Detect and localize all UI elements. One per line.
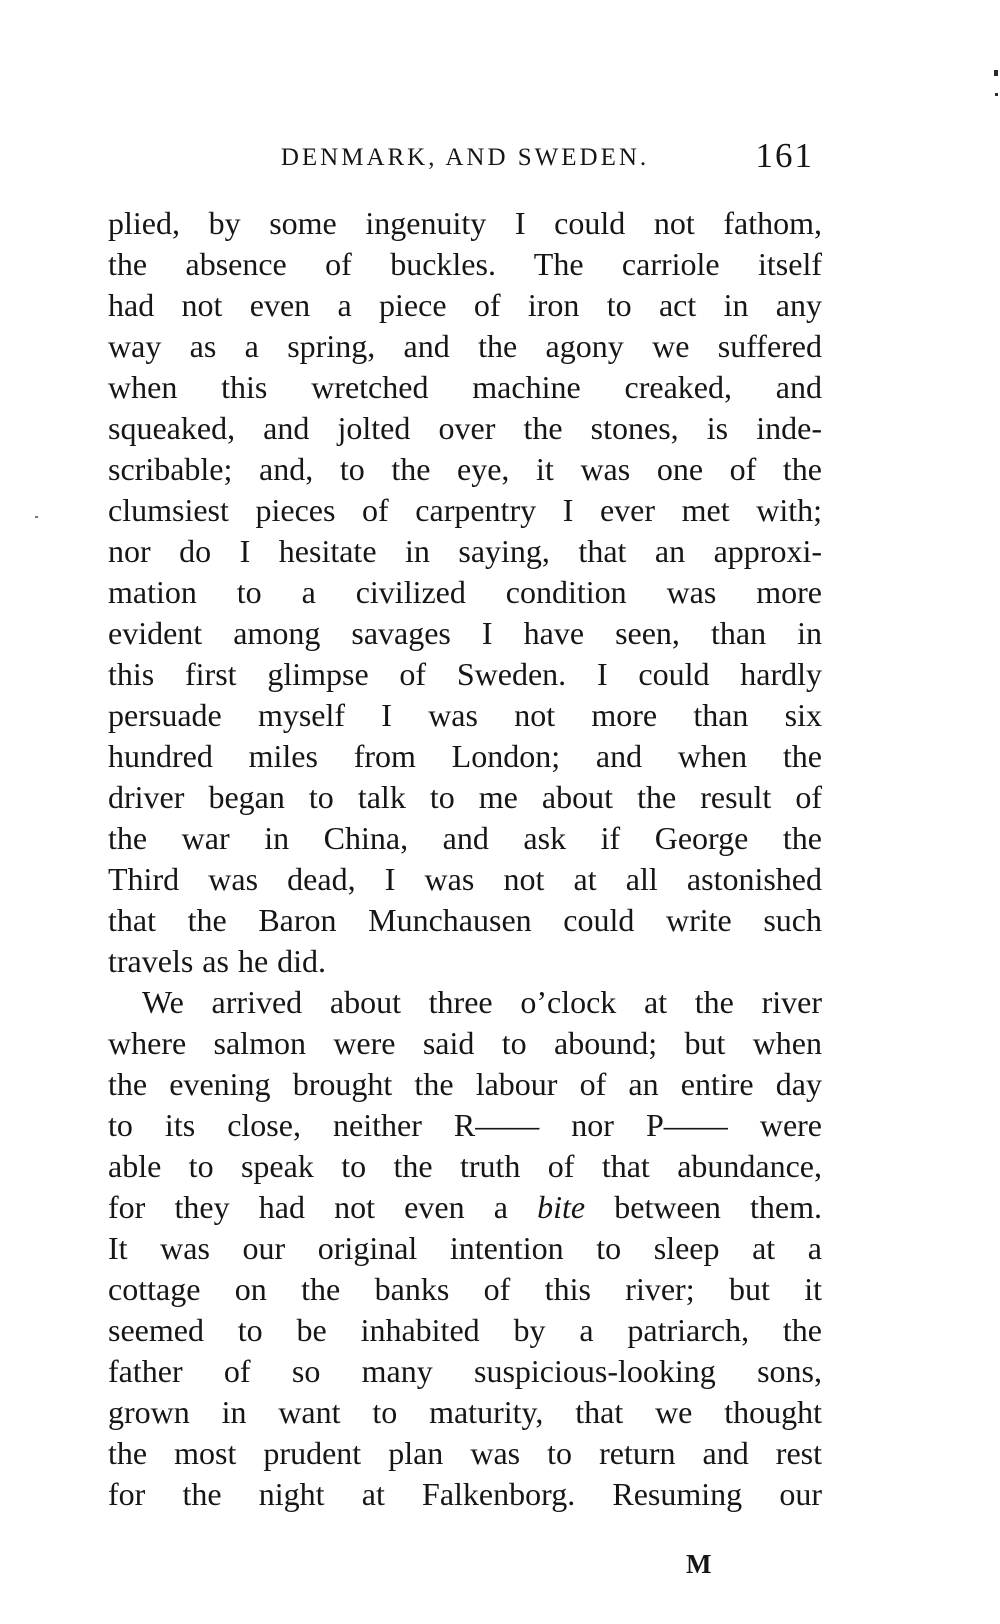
italic-word: bite [537, 1189, 586, 1225]
running-title: DENMARK, AND SWEDEN. [280, 144, 650, 171]
text-line: for the night at Falkenborg. Resuming our [108, 1476, 822, 1512]
text-line: persuade myself I was not more than six [108, 697, 822, 733]
scan-speck [35, 516, 38, 518]
text-line: scribable; and, to the eye, it was one of the [108, 451, 822, 487]
text-line: had not even a piece of iron to act in any [108, 287, 822, 323]
text-line: where salmon were said to abound; but when [108, 1025, 822, 1061]
text-segment: between them. [585, 1189, 822, 1225]
body-text [108, 203, 822, 1515]
signature-mark: M [686, 1549, 713, 1579]
text-line: able to speak to the truth of that abundance, [108, 1148, 822, 1184]
text-line: nor do I hesitate in saying, that an approxi- [108, 533, 822, 569]
text-line: mation to a civilized condition was more [108, 574, 822, 610]
text-line: this first glimpse of Sweden. I could hardly [108, 656, 822, 692]
text-line: when this wretched machine creaked, and [108, 369, 822, 405]
text-line: father of so many suspicious-looking sons, [108, 1353, 822, 1389]
text-line: the most prudent plan was to return and rest [108, 1435, 822, 1471]
text-line: grown in want to maturity, that we thought [108, 1394, 822, 1430]
text-line: way as a spring, and the agony we suffered [108, 328, 822, 364]
text-line [108, 1187, 822, 1228]
text-line: plied, by some ingenuity I could not fathom, [108, 205, 822, 241]
paragraph-2 [108, 982, 822, 1515]
text-line: Third was dead, I was not at all astonished [108, 861, 822, 897]
text-line: squeaked, and jolted over the stones, is inde- [108, 410, 822, 446]
page-header [108, 136, 822, 174]
text-line: We arrived about three o’clock at the river [142, 984, 822, 1020]
text-line: the evening brought the labour of an entire day [108, 1066, 822, 1102]
text-line: hundred miles from London; and when the [108, 738, 822, 774]
text-line: evident among savages I have seen, than in [108, 615, 822, 651]
text-line: clumsiest pieces of carpentry I ever met with; [108, 492, 822, 528]
page-number: 161 [755, 136, 814, 175]
text-line: the absence of buckles. The carriole itself [108, 246, 822, 282]
text-line: seemed to be inhabited by a patriarch, the [108, 1312, 822, 1348]
text-line: cottage on the banks of this river; but it [108, 1271, 822, 1307]
paragraph-1 [108, 203, 822, 982]
text-segment: for they had not even a [108, 1189, 538, 1225]
text-line: the war in China, and ask if George the [108, 820, 822, 856]
text-line: to its close, neither R—— nor P—— were [108, 1107, 822, 1143]
scan-speck [995, 93, 998, 96]
scan-speck [994, 70, 998, 76]
text-line: driver began to talk to me about the result of [108, 779, 822, 815]
text-line: It was our original intention to sleep at a [108, 1230, 822, 1266]
text-line: travels as he did. [108, 943, 327, 979]
text-line: that the Baron Munchausen could write such [108, 902, 822, 938]
